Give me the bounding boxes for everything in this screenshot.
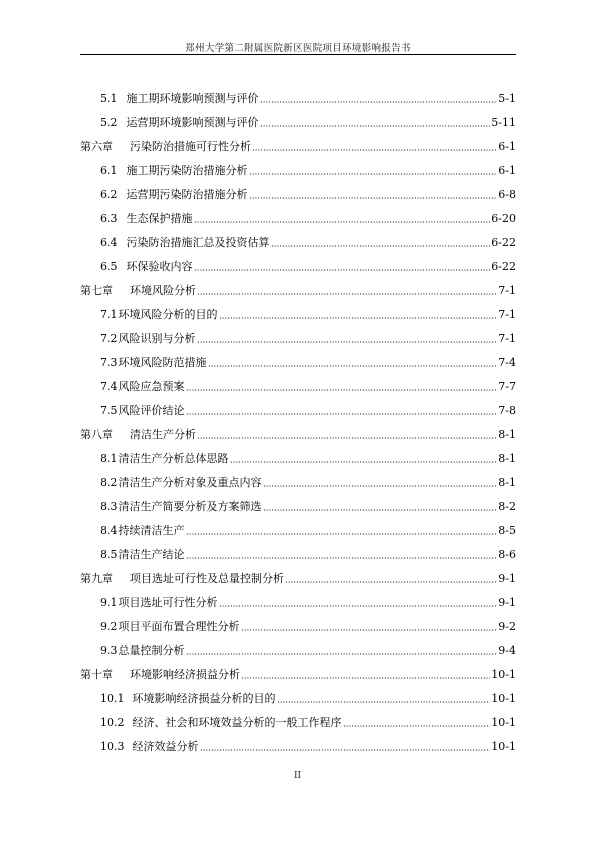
toc-section-row [100, 619, 516, 633]
toc-entry-page: 8-2 [498, 500, 516, 513]
toc-section-row [100, 163, 516, 177]
toc-entry-title: 环境影响经济损益分析 [130, 668, 240, 681]
toc-entry-page: 8-1 [498, 452, 516, 465]
toc-entry-page: 8-1 [498, 476, 516, 489]
toc-entry-number: 第九章 [80, 572, 113, 585]
toc-chapter-row [80, 667, 516, 681]
toc-entry-number: 8.1 [100, 452, 118, 465]
toc-entry-page: 6-22 [491, 236, 516, 249]
toc-section-row [100, 739, 516, 753]
toc-section-row [100, 307, 516, 321]
toc-entry-title: 清洁生产结论 [118, 548, 185, 561]
toc-entry-title: 环境风险分析 [130, 284, 196, 297]
toc-entry-number: 9.2 [100, 620, 118, 633]
toc-chapter-row [80, 283, 516, 297]
toc-entry-number: 8.5 [100, 548, 118, 561]
toc-entry-title: 经济效益分析 [132, 740, 199, 753]
toc-section-row [100, 403, 516, 417]
toc-section-row [100, 355, 516, 369]
toc-entry-title: 运营期环境影响预测与评价 [126, 116, 259, 129]
toc-entry-title: 运营期污染防治措施分析 [126, 188, 248, 201]
toc-entry-number: 6.5 [100, 260, 118, 273]
toc-entry-title: 风险评价结论 [118, 404, 185, 417]
toc-leader-dots [186, 557, 498, 559]
toc-entry-page: 7-4 [498, 356, 516, 369]
toc-entry-title: 项目选址可行性及总量控制分析 [130, 572, 284, 585]
toc-leader-dots [186, 533, 498, 535]
toc-leader-dots [252, 149, 497, 151]
toc-entry-title: 项目选址可行性分析 [118, 596, 218, 609]
toc-entry-page: 10-1 [491, 668, 516, 681]
toc-leader-dots [186, 653, 498, 655]
toc-entry-title: 生态保护措施 [126, 212, 193, 225]
toc-section-row [100, 211, 516, 225]
toc-section-row [100, 331, 516, 345]
toc-entry-number: 7.5 [100, 404, 118, 417]
toc-leader-dots [249, 173, 498, 175]
toc-entry-page: 8-5 [498, 524, 516, 537]
toc-entry-page: 7-7 [498, 380, 516, 393]
toc-section-row [100, 379, 516, 393]
toc-entry-title: 施工期环境影响预测与评价 [126, 92, 259, 105]
toc-entry-title: 施工期污染防治措施分析 [126, 164, 248, 177]
toc-entry-number: 9.3 [100, 644, 118, 657]
toc-entry-page: 7-1 [498, 284, 516, 297]
toc-leader-dots [200, 749, 491, 751]
toc-entry-title: 环境风险防范措施 [118, 356, 207, 369]
toc-entry-page: 7-8 [498, 404, 516, 417]
page-number: II [293, 771, 302, 781]
toc-entry-page: 8-6 [498, 548, 516, 561]
toc-section-row [100, 643, 516, 657]
toc-entry-number: 9.1 [100, 596, 118, 609]
toc-leader-dots [285, 581, 497, 583]
toc-entry-number: 6.2 [100, 188, 118, 201]
toc-leader-dots [230, 461, 498, 463]
toc-entry-page: 7-1 [498, 308, 516, 321]
toc-entry-page: 10-1 [491, 716, 516, 729]
toc-entry-title: 清洁生产分析对象及重点内容 [118, 476, 262, 489]
toc-leader-dots [197, 437, 497, 439]
toc-section-row [100, 595, 516, 609]
toc-entry-number: 8.4 [100, 524, 118, 537]
toc-section-row [100, 235, 516, 249]
toc-leader-dots [219, 605, 498, 607]
toc-entry-page: 9-1 [498, 572, 516, 585]
toc-leader-dots [241, 677, 490, 679]
toc-leader-dots [197, 341, 498, 343]
toc-leader-dots [263, 485, 498, 487]
toc-entry-page: 6-1 [498, 140, 516, 153]
toc-leader-dots [219, 317, 498, 319]
toc-entry-number: 5.1 [100, 92, 118, 105]
toc-entry-number: 第七章 [80, 284, 113, 297]
toc-entry-page: 6-22 [491, 260, 516, 273]
toc-entry-number: 第十章 [80, 668, 113, 681]
toc-entry-number: 7.1 [100, 308, 118, 321]
toc-entry-title: 风险应急预案 [118, 380, 185, 393]
toc-entry-number: 10.2 [100, 716, 125, 729]
toc-leader-dots [260, 125, 491, 127]
toc-entry-page: 9-1 [498, 596, 516, 609]
toc-leader-dots [249, 197, 498, 199]
toc-entry-number: 7.3 [100, 356, 118, 369]
toc-entry-page: 5-1 [498, 92, 516, 105]
toc-section-row [100, 523, 516, 537]
toc-section-row [100, 691, 516, 705]
toc-entry-number: 7.4 [100, 380, 118, 393]
toc-entry-title: 环境影响经济损益分析的目的 [132, 692, 276, 705]
toc-entry-number: 8.3 [100, 500, 118, 513]
toc-entry-number: 5.2 [100, 116, 118, 129]
toc-leader-dots [194, 221, 491, 223]
toc-leader-dots [263, 509, 498, 511]
toc-leader-dots [260, 101, 498, 103]
toc-entry-page: 6-20 [491, 212, 516, 225]
toc-section-row [100, 475, 516, 489]
toc-section-row [100, 91, 516, 105]
toc-leader-dots [194, 269, 491, 271]
toc-entry-page: 10-1 [491, 692, 516, 705]
toc-entry-page: 9-2 [498, 620, 516, 633]
toc-entry-page: 10-1 [491, 740, 516, 753]
toc-leader-dots [186, 389, 498, 391]
toc-entry-title: 清洁生产分析 [130, 428, 196, 441]
toc-entry-title: 经济、社会和环境效益分析的一般工作程序 [132, 716, 342, 729]
toc-chapter-row [80, 427, 516, 441]
toc-entry-number: 8.2 [100, 476, 118, 489]
toc-entry-page: 7-1 [498, 332, 516, 345]
toc-entry-title: 项目平面布置合理性分析 [118, 620, 240, 633]
toc-entry-title: 风险识别与分析 [118, 332, 196, 345]
toc-leader-dots [197, 293, 497, 295]
toc-entry-page: 5-11 [491, 116, 516, 129]
toc-entry-page: 6-1 [498, 164, 516, 177]
toc-entry-number: 10.3 [100, 740, 125, 753]
toc-entry-number: 7.2 [100, 332, 118, 345]
toc-leader-dots [343, 725, 491, 727]
toc-section-row [100, 187, 516, 201]
toc-section-row [100, 547, 516, 561]
toc-entry-title: 清洁生产简要分析及方案筛选 [118, 500, 262, 513]
toc-entry-number: 6.4 [100, 236, 118, 249]
toc-entry-title: 污染防治措施可行性分析 [130, 140, 251, 153]
toc-leader-dots [208, 365, 498, 367]
toc-section-row [100, 259, 516, 273]
toc-entry-number: 6.1 [100, 164, 118, 177]
toc-section-row [100, 115, 516, 129]
toc-entry-title: 污染防治措施汇总及投资估算 [126, 236, 270, 249]
toc-entry-number: 6.3 [100, 212, 118, 225]
toc-entry-page: 6-8 [498, 188, 516, 201]
toc-entry-number: 第八章 [80, 428, 113, 441]
toc-leader-dots [271, 245, 491, 247]
toc-entry-number: 10.1 [100, 692, 125, 705]
toc-entry-page: 8-1 [498, 428, 516, 441]
toc-entry-title: 清洁生产分析总体思路 [118, 452, 229, 465]
toc-leader-dots [186, 413, 498, 415]
toc-entry-number: 第六章 [80, 140, 113, 153]
toc-leader-dots [277, 701, 491, 703]
toc-entry-title: 总量控制分析 [118, 644, 185, 657]
toc-entry-page: 9-4 [498, 644, 516, 657]
toc-section-row [100, 451, 516, 465]
toc-section-row [100, 499, 516, 513]
running-header: 郑州大学第二附属医院新区医院项目环境影响报告书 [185, 43, 411, 54]
toc-entry-title: 持续清洁生产 [118, 524, 185, 537]
toc-chapter-row [80, 139, 516, 153]
toc-entry-title: 环境风险分析的目的 [118, 308, 218, 321]
toc-chapter-row [80, 571, 516, 585]
toc-leader-dots [241, 629, 498, 631]
toc-entry-title: 环保验收内容 [126, 260, 193, 273]
toc-section-row [100, 715, 516, 729]
